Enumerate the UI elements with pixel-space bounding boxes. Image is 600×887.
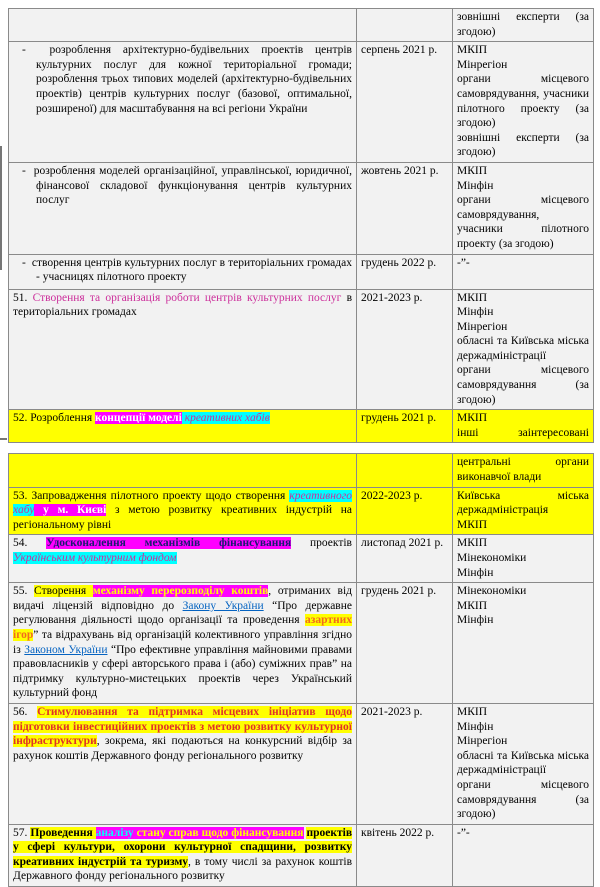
- task-cell: [9, 535, 357, 583]
- highlighted-text-run: Стимулювання та підтримка місцевих ініціатив щодо підготовки інвестиційних проектів з метою розвитку культурної інфраструктури: [13, 705, 353, 748]
- text-run: серпень 2021 р.: [361, 44, 438, 57]
- text-run: центральні органи виконавчої влади: [457, 456, 589, 484]
- text-line: [457, 734, 589, 749]
- page-break-gap: [8, 443, 593, 453]
- text-run: МКІП: [457, 412, 488, 425]
- task-cell: [9, 42, 357, 163]
- highlighted-text-run: аналізу: [95, 826, 134, 839]
- date-cell: [357, 289, 453, 410]
- task-cell: [9, 162, 357, 254]
- responsible-cell: [453, 42, 594, 163]
- highlighted-text-run: стану справ щодо фінансування: [133, 826, 304, 839]
- task-cell: [9, 254, 357, 289]
- text-line: [13, 584, 352, 701]
- table-row: [9, 703, 594, 824]
- text-run: обласні та Київська міська держадміністрації: [457, 749, 589, 777]
- text-run: Мінфін: [457, 720, 494, 733]
- text-run: Київська міська держадміністрація: [457, 489, 589, 517]
- text-run: МКІП: [457, 164, 488, 177]
- text-run: Мінфін: [457, 306, 494, 319]
- table-row: [9, 9, 594, 42]
- text-line: [457, 720, 589, 735]
- text-run: учасники пілотного проекту (за згодою): [457, 223, 589, 250]
- date-cell: [357, 824, 453, 886]
- text-run: органи місцевого самоврядування,: [457, 194, 589, 221]
- text-line: [13, 43, 352, 116]
- text-line: [457, 489, 589, 518]
- text-line: [457, 551, 589, 566]
- text-run: 56.: [13, 705, 38, 718]
- table-row: [9, 254, 594, 289]
- text-line: [457, 305, 589, 320]
- document-body: [8, 8, 593, 887]
- date-cell: [357, 410, 453, 443]
- table-row: [9, 824, 594, 886]
- text-run: грудень 2021 р.: [361, 585, 437, 598]
- responsible-cell: [453, 289, 594, 410]
- date-cell: [357, 254, 453, 289]
- text-run: в територіальних громадах: [13, 291, 352, 319]
- text-line: [457, 749, 589, 778]
- text-line: [13, 411, 352, 426]
- text-run: - розроблення моделей організаційної, управлінської, юридичної, фінансової складової функціонування центрів культурних послуг: [22, 164, 352, 207]
- highlighted-text-run: Удосконалення механізмів фінансування: [46, 537, 292, 550]
- responsible-cell: [453, 454, 594, 487]
- text-run: , зокрема, які подаються на конкурсний відбір за рахунок коштів Державного фонду регіонального розвитку: [13, 735, 352, 762]
- date-cell: [357, 583, 453, 704]
- text-line: [457, 363, 589, 407]
- text-run: проектів: [291, 537, 352, 550]
- date-cell: [357, 454, 453, 487]
- text-run: листопад 2021 р.: [361, 537, 444, 550]
- text-line: [457, 584, 589, 599]
- text-run: МКІП: [457, 599, 488, 612]
- text-run: грудень 2021 р.: [361, 412, 437, 425]
- text-run: 2021-2023 р.: [361, 291, 423, 304]
- task-cell: [9, 487, 357, 535]
- date-cell: [357, 162, 453, 254]
- text-run: Мінрегіон: [457, 735, 508, 748]
- text-run: з метою розвитку креативних індустрій на регіональному рівні: [13, 504, 352, 531]
- responsible-cell: [453, 583, 594, 704]
- revision-change-bar: [0, 438, 7, 440]
- text-line: [361, 705, 448, 720]
- text-run: 2022-2023 р.: [361, 489, 423, 502]
- highlighted-text-run: Проведення: [30, 826, 96, 839]
- text-run: Мінекономіки: [457, 585, 527, 598]
- action-plan-table-page-1: [8, 8, 594, 443]
- text-line: [457, 193, 589, 222]
- highlighted-text-run: креативних хабів: [181, 412, 270, 425]
- text-line: [457, 256, 589, 271]
- text-run: МКІП: [457, 518, 488, 531]
- date-cell: [357, 487, 453, 535]
- text-run: ” та відрахувань від організацій колективного управління згідно із: [13, 628, 352, 656]
- text-line: [457, 599, 589, 614]
- text-line: [457, 536, 589, 551]
- responsible-cell: [453, 162, 594, 254]
- text-line: [457, 43, 589, 58]
- text-run: 57.: [13, 826, 31, 839]
- text-line: [457, 320, 589, 335]
- date-cell: [357, 9, 453, 42]
- date-cell: [357, 42, 453, 163]
- text-run: , отриманих від видачі ліцензій відповідно до: [13, 585, 352, 612]
- text-line: [457, 455, 589, 484]
- text-run: Мінфін: [457, 566, 494, 579]
- text-line: [361, 291, 448, 306]
- highlighted-text-run: у м. Києві: [34, 504, 107, 517]
- date-cell: [357, 703, 453, 824]
- text-run: обласні та Київська міська держадміністрації: [457, 335, 589, 362]
- table-row: [9, 410, 594, 443]
- responsible-cell: [453, 410, 594, 443]
- text-run: МКІП: [457, 537, 488, 550]
- text-line: [361, 256, 448, 271]
- text-line: [13, 489, 352, 533]
- text-run: жовтень 2021 р.: [361, 164, 439, 177]
- text-line: [457, 334, 589, 363]
- text-line: [457, 705, 589, 720]
- text-line: [457, 613, 589, 628]
- text-run: грудень 2022 р.: [361, 256, 437, 269]
- text-line: [13, 256, 352, 285]
- text-line: [457, 291, 589, 306]
- responsible-cell: [453, 824, 594, 886]
- task-cell: [9, 9, 357, 42]
- highlighted-text-run: Створення та організація роботи центрів культурних послуг: [32, 291, 342, 304]
- text-run: Мінрегіон: [457, 320, 508, 333]
- text-line: [13, 291, 352, 320]
- revision-change-bar: [0, 146, 2, 270]
- text-run: Мінрегіон: [457, 58, 508, 71]
- law-of-ukraine-link[interactable]: Закону України: [182, 599, 264, 612]
- text-run: 53. Запровадження пілотного проекту щодо створення: [13, 489, 290, 502]
- text-run: - створення центрів культурних послуг в територіальних громадах - учасницях пілотного проекту: [22, 256, 352, 284]
- text-line: [361, 489, 448, 504]
- task-cell: [9, 703, 357, 824]
- text-line: [457, 566, 589, 581]
- text-line: [457, 518, 589, 533]
- text-run: 55.: [13, 585, 35, 598]
- table-row: [9, 454, 594, 487]
- text-run: Мінфін: [457, 179, 494, 192]
- text-run: -”-: [457, 256, 470, 269]
- text-run: органи місцевого самоврядування, учасники пілотного проекту (за згодою): [457, 73, 589, 130]
- table-row: [9, 487, 594, 535]
- text-run: органи місцевого самоврядування (за згодою): [457, 364, 589, 406]
- highlighted-text-run: Створення: [34, 585, 93, 598]
- table-row: [9, 583, 594, 704]
- text-run: 52. Розроблення: [13, 412, 96, 425]
- text-run: МКІП: [457, 44, 488, 57]
- law-of-ukraine-link[interactable]: Законом України: [24, 643, 108, 656]
- text-run: Мінфін: [457, 614, 494, 627]
- text-line: [361, 584, 448, 599]
- text-line: [13, 536, 352, 565]
- text-line: [457, 72, 589, 130]
- task-cell: [9, 289, 357, 410]
- text-run: 54.: [13, 537, 47, 550]
- text-run: “Про ефективне управління майновими правами правовласників у сфері авторського права і (або) суміжних прав” на підтримку культурно-мистецьких проектів через Український культурний фонд: [13, 643, 352, 700]
- text-run: - розроблення архітектурно-будівельних проектів центрів культурних послуг для кожної територіальної громади; розроблення трьох типових моделей (архітектурно-будівельних проектів) центрів культурних послуг (базової, оптимальної, розширеної) для масштабування на всі регіони України: [22, 44, 352, 115]
- action-plan-table-page-2: [8, 453, 594, 887]
- text-line: [457, 222, 589, 251]
- task-cell: [9, 410, 357, 443]
- responsible-cell: [453, 9, 594, 42]
- task-cell: [9, 824, 357, 886]
- highlighted-text-run: азартних ігор: [13, 614, 352, 641]
- text-line: [13, 164, 352, 208]
- text-line: [457, 10, 589, 39]
- highlighted-text-run: механізму перерозподілу коштів: [92, 585, 269, 598]
- table-row: [9, 535, 594, 583]
- text-run: 2021-2023 р.: [361, 705, 423, 718]
- text-run: 51.: [13, 291, 33, 304]
- text-run: інші заінтересовані: [457, 426, 589, 439]
- highlighted-text-run: креативного хабу: [13, 489, 352, 517]
- responsible-cell: [453, 487, 594, 535]
- table-row: [9, 289, 594, 410]
- text-line: [361, 826, 448, 841]
- text-line: [457, 58, 589, 73]
- text-line: [13, 705, 352, 763]
- responsible-cell: [453, 254, 594, 289]
- text-run: зовнішні експерти (за згодою): [457, 131, 589, 159]
- text-run: -”-: [457, 826, 470, 839]
- date-cell: [357, 535, 453, 583]
- text-line: [13, 826, 352, 884]
- text-run: “Про державне регулювання діяльності щодо організації та проведення: [13, 599, 352, 627]
- text-run: квітень 2022 р.: [361, 826, 435, 839]
- task-cell: [9, 454, 357, 487]
- responsible-cell: [453, 535, 594, 583]
- text-line: [457, 411, 589, 426]
- text-line: [361, 536, 448, 551]
- text-line: [457, 426, 589, 441]
- text-run: МКІП: [457, 291, 488, 304]
- text-run: зовнішні експерти (за згодою): [457, 11, 589, 38]
- text-run: , в тому числі за рахунок коштів Державного фонду регіонального розвитку: [13, 855, 352, 883]
- text-line: [457, 826, 589, 841]
- text-run: МКІП: [457, 705, 488, 718]
- text-line: [457, 164, 589, 179]
- text-run: органи місцевого самоврядування (за згодою): [457, 778, 589, 821]
- table-row: [9, 42, 594, 163]
- text-line: [361, 164, 448, 179]
- text-run: Мінекономіки: [457, 552, 527, 564]
- responsible-cell: [453, 703, 594, 824]
- text-line: [361, 43, 448, 58]
- text-line: [457, 131, 589, 160]
- task-cell: [9, 583, 357, 704]
- text-line: [457, 179, 589, 194]
- text-line: [361, 411, 448, 426]
- highlighted-text-run: концепції моделі: [95, 412, 182, 425]
- text-line: [457, 778, 589, 822]
- highlighted-text-run: Українським культурним фондом: [13, 552, 177, 564]
- highlighted-text-run: проектів у сфері культури, охорони культурної спадщини, розвитку креативних індустрій та туризму: [13, 826, 353, 868]
- table-row: [9, 162, 594, 254]
